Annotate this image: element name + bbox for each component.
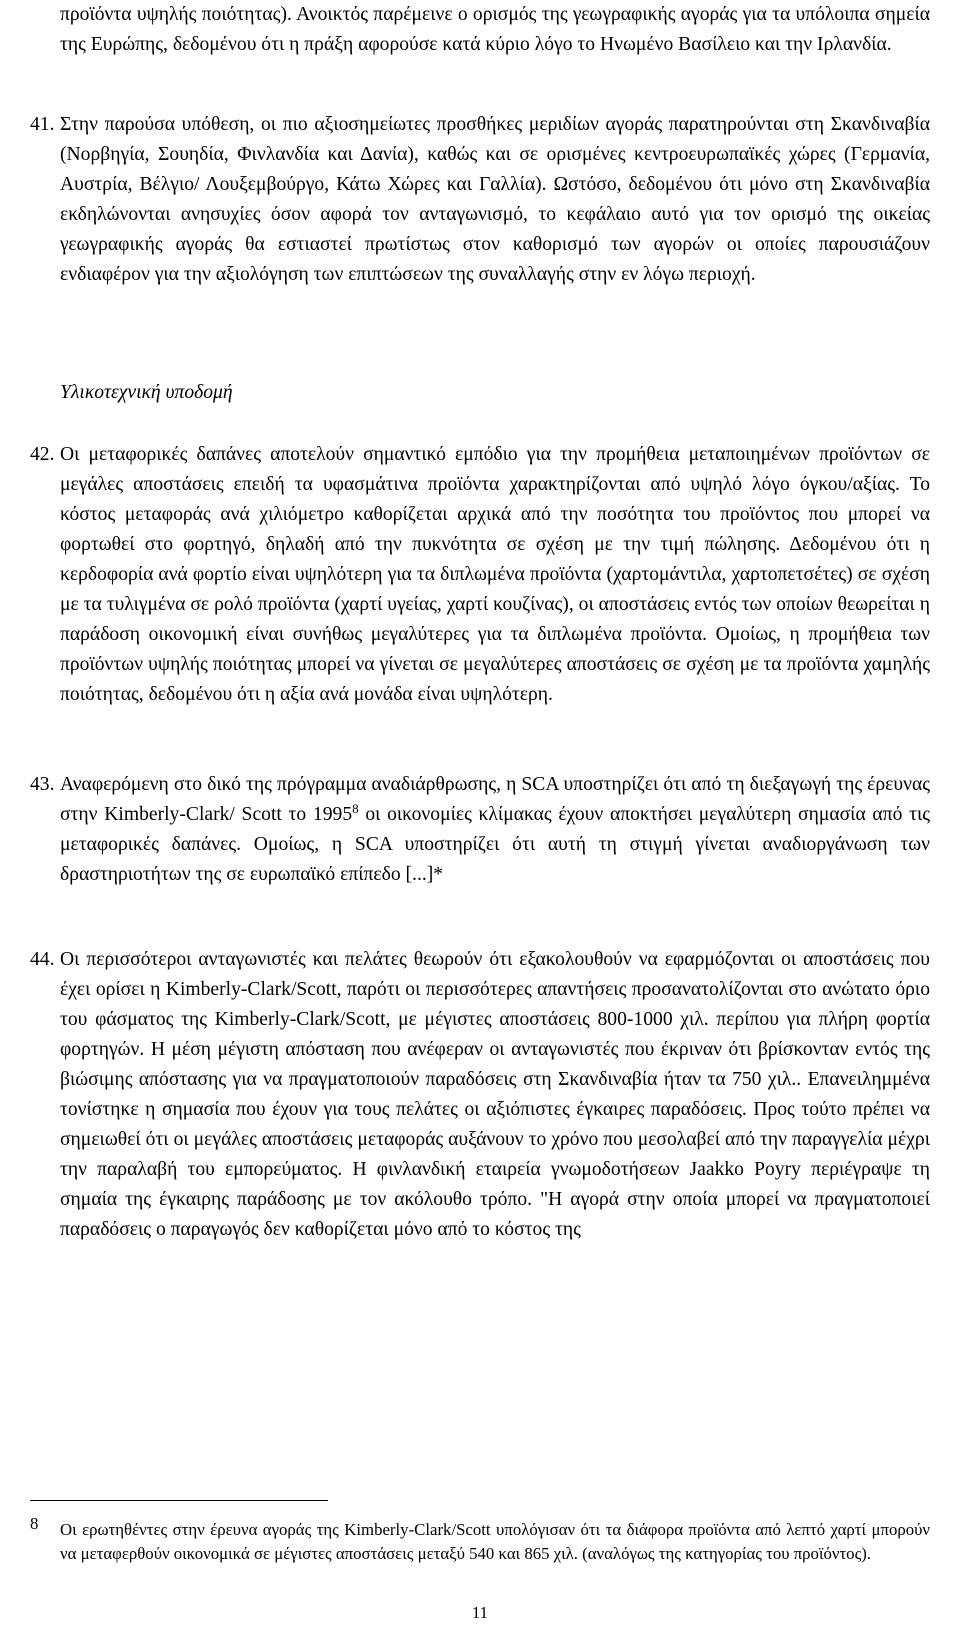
- paragraph-text: [60, 770, 930, 890]
- paragraph-text-part: Αναφερόμενη στο δικό της πρόγραμμα αναδιάρθρωσης, η SCA υποστηρίζει ότι από τη διεξαγωγή της έρευνας στην Kimberly-Clark/ Scott το 1995: [60, 774, 930, 825]
- paragraph-number: 42.: [30, 444, 55, 465]
- paragraph-text: Οι περισσότεροι ανταγωνιστές και πελάτες θεωρούν ότι εξακολουθούν να εφαρμόζονται οι αποστάσεις που έχει ορίσει η Kimberly-Clark/Scott, παρότι οι περισσότερες απαντήσεις προσανατολίζονται στο ανώτατο όριο του φάσματος της Kimberly-Clark/Scott, με μέγιστες αποστάσεις 800-1000 χιλ. περίπου για πλήρη φορτία φορτηγών. Η μέση μέγιστη απόσταση που ανέφεραν οι ανταγωνιστές που έκριναν ότι βρίσκονταν εντός της βιώσιμης απόστασης για να πραγματοποιούν παραδόσεις στη Σκανδιναβία ήταν τα 750 χιλ.. Επανειλημμένα τονίστηκε η σημασία που έχουν για τους πελάτες οι αξιόπιστες έγκαιρες παραδόσεις. Προς τούτο πρέπει να σημειωθεί ότι οι μεγάλες αποστάσεις μεταφοράς αυξάνουν το χρόνο που μεσολαβεί από την παραγγελία μέχρι την παραλαβή του εμπορεύματος. Η φινλανδική εταιρεία γνωμοδοτήσεων Jaakko Poyry περιέγραψε τη σημαία της έγκαιρης παράδοσης με τον ακόλουθο τρόπο. "Η αγορά στην οποία μπορεί να πραγματοποιεί παραδόσεις ο παραγωγός δεν καθορίζεται μόνο από το κόστος της: [60, 949, 930, 1240]
- footnote-reference[interactable]: 8: [352, 801, 359, 816]
- paragraph-number: 41.: [30, 114, 55, 135]
- paragraph-44: [30, 945, 930, 1245]
- paragraph-continuation: [30, 0, 930, 60]
- page-number: 11: [471, 1603, 489, 1622]
- footnote-mark: 8: [30, 1514, 39, 1533]
- paragraph-text: προϊόντα υψηλής ποιότητας). Ανοικτός παρέμεινε ο ορισμός της γεωγραφικής αγοράς για τα υπόλοιπα σημεία της Ευρώπης, δεδομένου ότι η πράξη αφορούσε κατά κύριο λόγο το Ηνωμένο Βασίλειο και την Ιρλανδία.: [60, 4, 930, 55]
- footnote-separator: [30, 1500, 328, 1501]
- footnote: [30, 1514, 930, 1566]
- paragraph-number: 43.: [30, 774, 55, 795]
- footnote-text: Οι ερωτηθέντες στην έρευνα αγοράς της Kimberly-Clark/Scott υπολόγισαν ότι τα διάφορα προϊόντα από λεπτό χαρτί μπορούν να μεταφερθούν οικονομικά σε μέγιστες αποστάσεις μεταξύ 540 και 865 χιλ. (αναλόγως της κατηγορίας του προϊόντος).: [60, 1520, 930, 1563]
- paragraph-number: 44.: [30, 949, 55, 970]
- paragraph-text: Οι μεταφορικές δαπάνες αποτελούν σημαντικό εμπόδιο για την προμήθεια μεταποιημένων προϊόντων σε μεγάλες αποστάσεις επειδή τα υφασμάτινα προϊόντα χαρακτηρίζονται από υψηλό λόγο όγκου/αξίας. Το κόστος μεταφοράς ανά χιλιόμετρο καθορίζεται αρχικά από την ποσότητα του προϊόντος που μπορεί να φορτωθεί στο φορτηγό, δηλαδή από την πυκνότητα σε σχέση με την τιμή πώλησης. Δεδομένου ότι η κερδοφορία ανά φορτίο είναι υψηλότερη για τα διπλωμένα προϊόντα (χαρτομάντιλα, χαρτοπετσέτες) σε σχέση με τα τυλιγμένα σε ρολό προϊόντα (χαρτί υγείας, χαρτί κουζίνας), οι αποστάσεις εντός των οποίων θεωρείται η παράδοση οικονομική είναι συνήθως μεγαλύτερες για τα διπλωμένα προϊόντα. Ομοίως, η προμήθεια των προϊόντων υψηλής ποιότητας μπορεί να γίνεται σε μεγαλύτερες αποστάσεις σε σχέση με τα προϊόντα χαμηλής ποιότητας, δεδομένου ότι η αξία ανά μονάδα είναι υψηλότερη.: [60, 444, 930, 705]
- paragraph-text: Στην παρούσα υπόθεση, οι πιο αξιοσημείωτες προσθήκες μεριδίων αγοράς παρατηρούνται στη Σκανδιναβία (Νορβηγία, Σουηδία, Φινλανδία και Δανία), καθώς και σε ορισμένες κεντροευρωπαϊκές χώρες (Γερμανία, Αυστρία, Βέλγιο/ Λουξεμβούργο, Κάτω Χώρες και Γαλλία). Ωστόσο, δεδομένου ότι μόνο στη Σκανδιναβία εκδηλώνονται ανησυχίες όσον αφορά τον ανταγωνισμό, το κεφάλαιο αυτό για τον ορισμό της οικείας γεωγραφικής αγοράς θα εστιαστεί πρωτίστως στον καθορισμό των αγορών οι οποίες παρουσιάζουν ενδιαφέρον για την αξιολόγηση των επιπτώσεων της συναλλαγής στην εν λόγω περιοχή.: [60, 114, 930, 285]
- paragraph-42: [30, 440, 930, 710]
- section-heading: Υλικοτεχνική υποδομή: [60, 382, 233, 403]
- paragraph-41: [30, 110, 930, 290]
- paragraph-43: [30, 770, 930, 890]
- paragraph-text-part: οι οικονομίες κλίμακας έχουν αποκτήσει μεγαλύτερη σημασία από τις μεταφορικές δαπάνες. Ομοίως, η SCA υποστηρίζει ότι αυτή τη στιγμή γίνεται αναδιοργάνωση των δραστηριοτήτων της σε ευρωπαϊκό επίπεδο [...]*: [60, 804, 930, 885]
